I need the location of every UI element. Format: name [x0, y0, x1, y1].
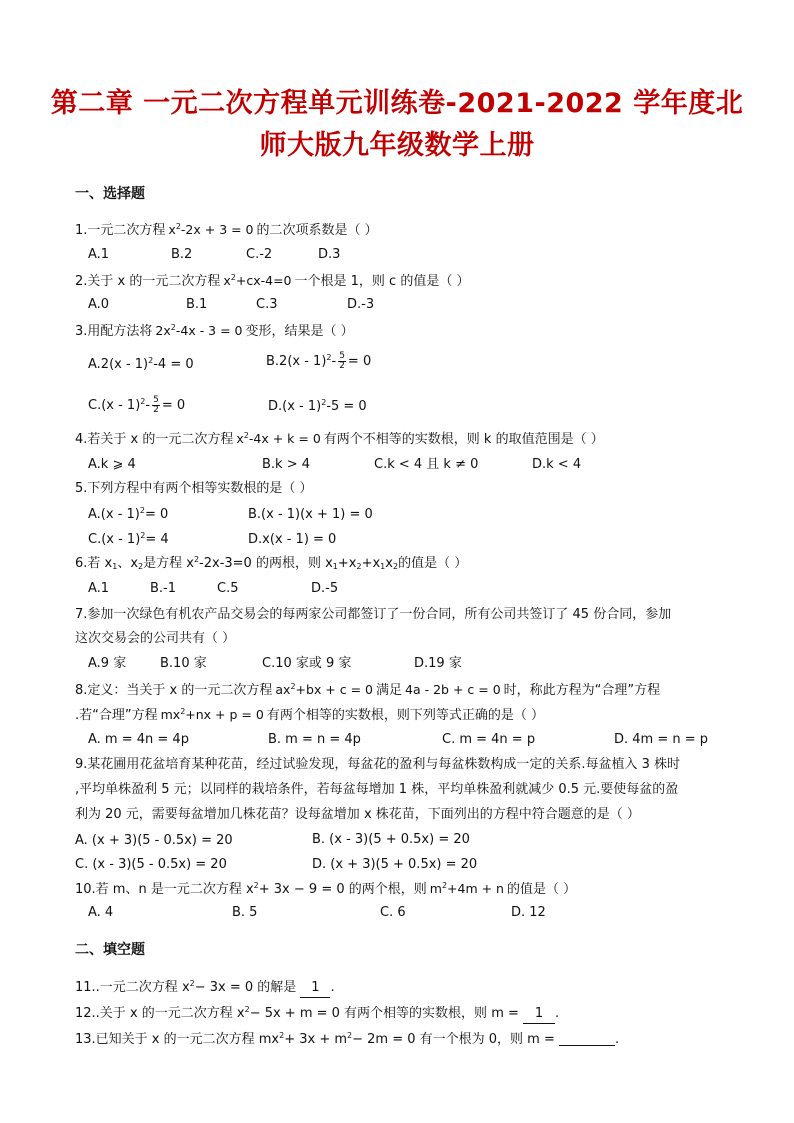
question-9-line3: 利为 20 元，需要每盆增加几株花苗？设每盆增加 x 株花苗，下面列出的方程中符合题意的是（ ）: [75, 807, 640, 822]
q13-answer-blank[interactable]: [559, 1030, 615, 1046]
q9-option-b: B. (x - 3)(5 + 0.5x) = 20: [312, 832, 470, 847]
question-13: 13.已知关于 x 的一元二次方程 $mx^2+ 3x + m^2- 2m = 0$ 有一个根为 0，则 m = .: [75, 1031, 620, 1047]
q8-option-a: A. m = 4n = 4p: [88, 732, 189, 747]
q10-option-d: D. 12: [511, 905, 546, 920]
question-1: 1.一元二次方程 $x^2-2x + 3 = 0$ 的二次项系数是（ ）: [75, 222, 378, 238]
q2-option-d: D.-3: [347, 297, 375, 312]
q3-option-c: C.(x - 1)$^2$- $\frac{5}{2}$ = 0: [88, 395, 186, 415]
question-8-line1: 8.定义：当关于 x 的一元二次方程 $ax^2+bx + c = 0$ 满足 4a - 2b + c = 0 时，称此方程为“合理”方程: [75, 682, 661, 698]
q10-option-a: A. 4: [88, 905, 114, 920]
q12-answer-blank[interactable]: 1: [523, 1005, 555, 1024]
q6-option-d: D.-5: [311, 581, 339, 596]
question-7-line2: 这次交易会的公司共有（ ）: [75, 631, 236, 646]
q7-option-c: C.10 家或 9 家: [262, 656, 352, 671]
q2-option-b: B.1: [186, 297, 208, 312]
question-4: 4.若关于 x 的一元二次方程 $x^2-4x + k = 0$ 有两个不相等的实数根，则 k 的取值范围是（ ）: [75, 431, 604, 447]
q6-option-b: B.-1: [150, 581, 177, 596]
question-6: 6.若 $x_1$、$x_2$是方程 $x^2-2x-3=0$ 的两根，则 $x_1+x_2+x_1x_2$的值是（ ）: [75, 555, 468, 571]
question-3: 3.用配方法将 $2x^2-4x - 3 = 0$ 变形，结果是（ ）: [75, 323, 354, 339]
q10-option-c: C. 6: [380, 905, 406, 920]
page-title-line2: 师大版九年级数学上册: [259, 130, 535, 161]
question-11: 11..一元二次方程 $x^2- 3x = 0$ 的解是 1 .: [75, 979, 335, 998]
q8-option-b: B. m = n = 4p: [268, 732, 361, 747]
q11-answer-blank[interactable]: 1: [300, 979, 330, 998]
q8-option-d: D. 4m = n = p: [614, 732, 709, 747]
q5-option-b: B.(x - 1)(x + 1) = 0: [248, 507, 373, 522]
question-9-line1: 9.某花圃用花盆培育某种花苗，经过试验发现，每盆花的盈利与每盆株数构成一定的关系.每盆植入 3 株时: [75, 757, 681, 772]
q1-option-b: B.2: [171, 247, 193, 262]
q7-option-b: B.10 家: [160, 656, 207, 671]
q7-option-a: A.9 家: [88, 656, 127, 671]
q2-option-c: C.3: [256, 297, 278, 312]
q4-option-c: C.k < 4 且 k ≠ 0: [374, 457, 479, 472]
q9-option-a: A. (x + 3)(5 - 0.5x) = 20: [75, 833, 233, 848]
q5-option-a: A.(x - 1)$^2$= 0: [88, 506, 169, 522]
question-8-line2: .若“合理”方程 $mx^2+nx + p = 0$ 有两个相等的实数根，则下列等式正确的是（ ）: [75, 707, 544, 723]
q2-option-a: A.0: [88, 297, 110, 312]
q3-option-a: A.2(x - 1)$^2$-4 = 0: [88, 356, 194, 372]
q4-option-b: B.k > 4: [262, 457, 311, 472]
q3-option-d: D.(x - 1)$^2$-5 = 0: [268, 398, 367, 414]
q1-option-c: C.-2: [246, 247, 273, 262]
q9-option-d: D. (x + 3)(5 + 0.5x) = 20: [312, 857, 478, 872]
section-heading-fill: 二、填空题: [75, 942, 145, 958]
question-10: 10.若 m、n 是一元二次方程 $x^2+ 3x - 9 = 0$ 的两个根，则 $m^2+4m + n$ 的值是（ ）: [75, 881, 577, 897]
q4-option-a: A.k ⩾ 4: [88, 457, 136, 472]
q6-option-c: C.5: [217, 581, 239, 596]
q4-option-d: D.k < 4: [532, 457, 582, 472]
q9-option-c: C. (x - 3)(5 - 0.5x) = 20: [75, 857, 227, 872]
q3-option-b: B.2(x - 1)$^2$- $\frac{5}{2}$ = 0: [266, 351, 372, 371]
question-12: 12..关于 x 的一元二次方程 $x^2- 5x + m = 0$ 有两个相等的实数根，则 m = 1 .: [75, 1005, 559, 1024]
q8-option-c: C. m = 4n = p: [442, 732, 536, 747]
question-7-line1: 7.参加一次绿色有机农产品交易会的每两家公司都签订了一份合同，所有公司共签订了 45 份合同，参加: [75, 607, 672, 622]
page-title-line1: 第二章 一元二次方程单元训练卷-2021-2022 学年度北: [50, 88, 744, 119]
q5-option-d: D.x(x - 1) = 0: [248, 532, 337, 547]
question-5: 5.下列方程中有两个相等实数根的是（ ）: [75, 481, 313, 496]
question-2: 2.关于 x 的一元二次方程 $x^2+cx-4=0$ 一个根是 1，则 c 的值是（ ）: [75, 273, 470, 289]
q10-option-b: B. 5: [232, 905, 258, 920]
q1-option-d: D.3: [318, 247, 341, 262]
q5-option-c: C.(x - 1)$^2$= 4: [88, 531, 169, 547]
q6-option-a: A.1: [88, 581, 110, 596]
q1-option-a: A.1: [88, 247, 110, 262]
question-9-line2: ,平均单株盈利 5 元；以同样的栽培条件，若每盆每增加 1 株，平均单株盈利就减少 0.5 元.要使每盆的盈: [75, 782, 679, 797]
q7-option-d: D.19 家: [414, 656, 462, 671]
section-heading-choice: 一、选择题: [75, 186, 145, 202]
